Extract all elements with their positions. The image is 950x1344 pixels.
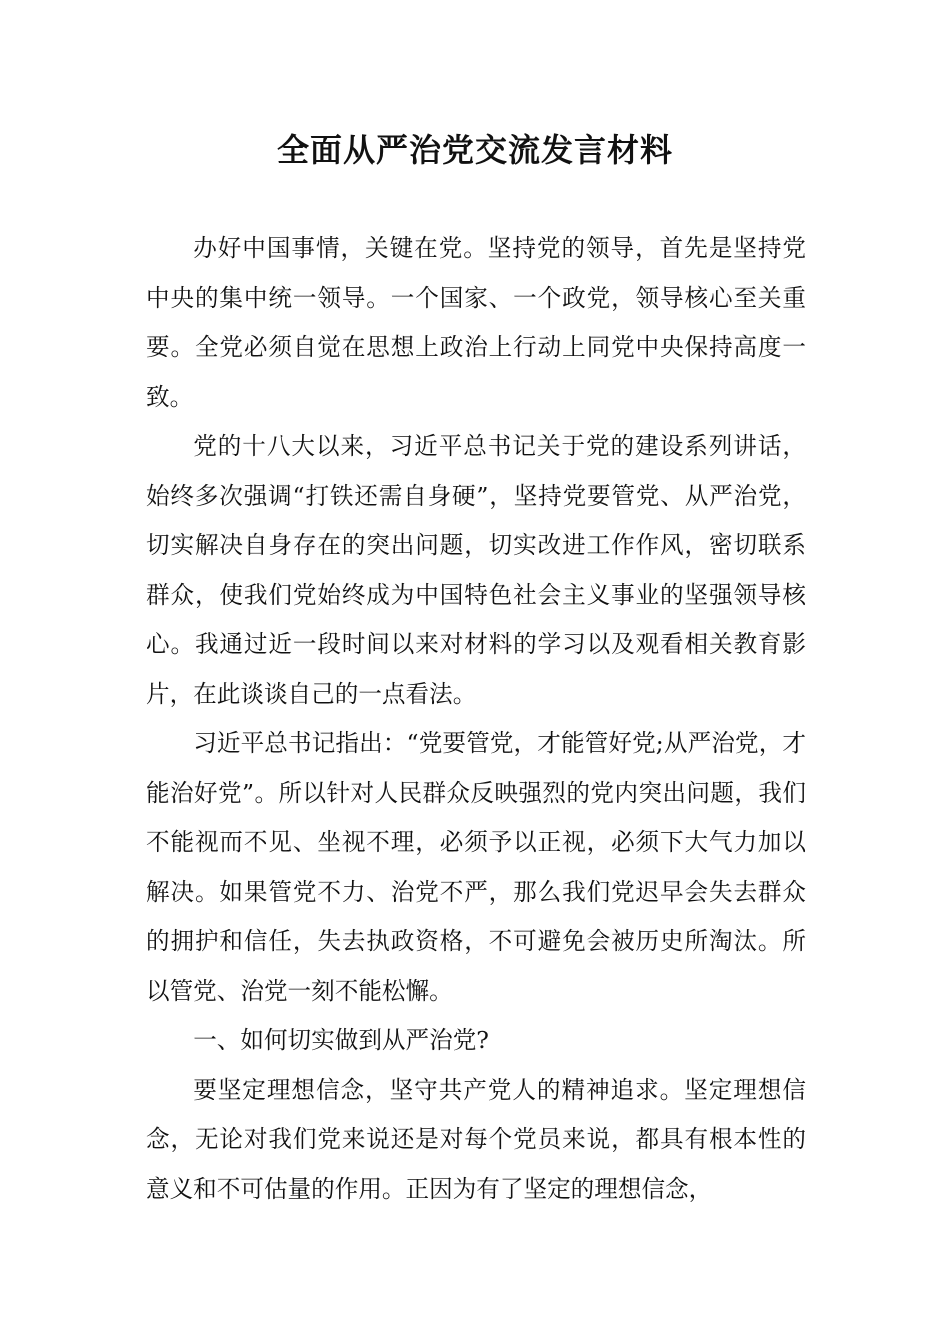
paragraph-3: 习近平总书记指出：“党要管党，才能管好党;从严治党，才能治好党”。所以针对人民群众反映强烈的党内突出问题，我们不能视而不见、坐视不理，必须予以正视，必须下大气力加以解决。如果管党不力、治党不严，那么我们党迟早会失去群众的拥护和信任，失去执政资格，不可避免会被历史所淘汰。所以管党、治党一刻不能松懈。 [146, 729, 806, 1005]
paragraph-2: 党的十八大以来，习近平总书记关于党的建设系列讲话，始终多次强调“打铁还需自身硬”，坚持党要管党、从严治党，切实解决自身存在的突出问题，切实改进工作作风，密切联系群众，使我们党始终成为中国特色社会主义事业的坚强领导核心。我通过近一段时间以来对材料的学习以及观看相关教育影片，在此谈谈自己的一点看法。 [146, 432, 806, 708]
paragraph-4: 要坚定理想信念，坚守共产党人的精神追求。坚定理想信念，无论对我们党来说还是对每个党员来说，都具有根本性的意义和不可估量的作用。正因为有了坚定的理想信念， [146, 1075, 806, 1203]
document-title: 全面从严治党交流发言材料 [276, 131, 673, 169]
section-heading-1: 一、如何切实做到从严治党? [193, 1026, 489, 1054]
paragraph-1: 办好中国事情，关键在党。坚持党的领导，首先是坚持党中央的集中统一领导。一个国家、一个政党，领导核心至关重要。全党必须自觉在思想上政治上行动上同党中央保持高度一致。 [146, 234, 806, 411]
document-body [146, 224, 806, 1214]
